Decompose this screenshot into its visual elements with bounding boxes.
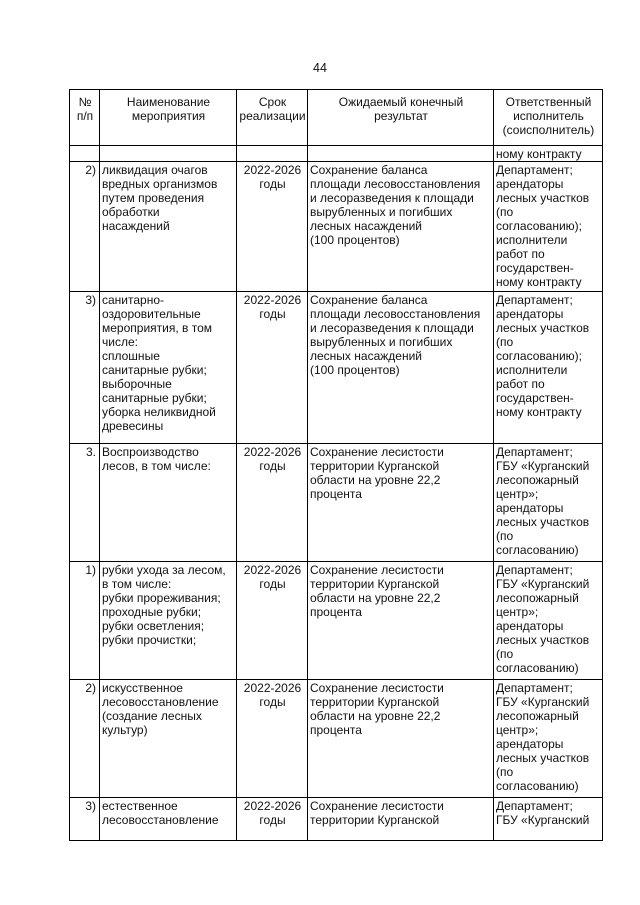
responsible-executor-line: ГБУ «Курганский bbox=[496, 695, 590, 709]
header-number bbox=[70, 90, 100, 146]
responsible-executor-line: центр»; bbox=[496, 487, 539, 501]
measure-name-line: искусственное bbox=[102, 681, 183, 695]
expected-result bbox=[308, 162, 494, 292]
responsible-executor-line: ному контракту bbox=[496, 275, 582, 289]
responsible-executor-line: ГБУ «Курганский bbox=[496, 577, 590, 591]
row-number: 2) bbox=[70, 680, 100, 798]
measure-name-line: обработки bbox=[102, 205, 160, 219]
measure-name-line: насаждений bbox=[102, 219, 170, 233]
responsible-executor-line: ГБУ «Курганский bbox=[496, 813, 590, 827]
implementation-period-line: 2022-2026 bbox=[243, 163, 302, 177]
responsible-executor-line: Департамент; bbox=[496, 799, 573, 813]
responsible-executor-line: ГБУ «Курганский bbox=[496, 459, 590, 473]
responsible-executor-line: арендаторы bbox=[496, 737, 564, 751]
implementation-period-line: годы bbox=[259, 695, 286, 709]
responsible-executor-line: (по bbox=[496, 529, 514, 543]
responsible-executor-line: Департамент; bbox=[496, 681, 573, 695]
expected-result bbox=[308, 798, 494, 841]
responsible-executor-line: согласованию) bbox=[496, 779, 579, 793]
expected-result bbox=[308, 292, 494, 444]
measure-name-line: в том числе: bbox=[102, 577, 172, 591]
responsible-executor-line: согласованию) bbox=[496, 543, 579, 557]
header-line: Наименование bbox=[126, 95, 211, 109]
measure-name-line: вредных организмов bbox=[102, 177, 218, 191]
expected-result-line: Сохранение лесистости bbox=[310, 563, 444, 577]
responsible-executor-line: ному контракту bbox=[496, 405, 582, 419]
header-line: Ожидаемый конечный bbox=[338, 95, 464, 109]
table-row bbox=[70, 146, 603, 162]
measure-name-line: путем проведения bbox=[102, 191, 205, 205]
expected-result-line: Сохранение баланса bbox=[310, 163, 428, 177]
responsible-executor-line: центр»; bbox=[496, 723, 539, 737]
responsible-executor-line: арендаторы bbox=[496, 619, 564, 633]
measure-name-line: мероприятия, в том bbox=[102, 321, 213, 335]
measure-name-line: естественное bbox=[102, 799, 178, 813]
measure-name-line: оздоровительные bbox=[102, 307, 201, 321]
expected-result-line: вырубленных и погибших bbox=[310, 335, 453, 349]
measure-name-line: рубки ухода за лесом, bbox=[102, 563, 226, 577]
measure-name bbox=[100, 680, 237, 798]
row-number: 3) bbox=[70, 798, 100, 841]
responsible-executor-line: работ по bbox=[496, 377, 545, 391]
responsible-executor-line: лесных участков bbox=[496, 751, 590, 765]
responsible-executor-line: (по bbox=[496, 765, 514, 779]
responsible-executor-line: государствен- bbox=[496, 391, 574, 405]
implementation-period-line: годы bbox=[259, 459, 286, 473]
expected-result-line: территории Курганской bbox=[310, 813, 440, 827]
header-line: реализации bbox=[239, 109, 306, 123]
measure-name-line: ликвидация очагов bbox=[102, 163, 208, 177]
responsible-executor-line: лесных участков bbox=[496, 321, 590, 335]
expected-result bbox=[308, 146, 494, 162]
measure-name-line: санитарные рубки; bbox=[102, 363, 207, 377]
header-responsible bbox=[494, 90, 603, 146]
measure-name-line: проходные рубки; bbox=[102, 605, 202, 619]
header-name bbox=[100, 90, 237, 146]
responsible-executor-line: (по bbox=[496, 205, 514, 219]
expected-result-line: Сохранение лесистости bbox=[310, 799, 444, 813]
implementation-period-line: годы bbox=[259, 813, 286, 827]
table-row bbox=[70, 292, 603, 444]
measure-name-line: санитарные рубки; bbox=[102, 391, 207, 405]
table-header-row bbox=[70, 90, 603, 146]
expected-result-line: площади лесовосстановления bbox=[310, 177, 481, 191]
table-row bbox=[70, 162, 603, 292]
responsible-executor-line: (по bbox=[496, 647, 514, 661]
responsible-executor bbox=[494, 444, 603, 562]
expected-result-line: и лесоразведения к площади bbox=[310, 191, 474, 205]
header-period bbox=[237, 90, 308, 146]
implementation-period bbox=[237, 562, 308, 680]
measure-name bbox=[100, 562, 237, 680]
measure-name-line: древесины bbox=[102, 419, 164, 433]
measure-name-line: рубки прореживания; bbox=[102, 591, 221, 605]
expected-result bbox=[308, 680, 494, 798]
implementation-period bbox=[237, 798, 308, 841]
expected-result-line: процента bbox=[310, 723, 362, 737]
expected-result-line: вырубленных и погибших bbox=[310, 205, 453, 219]
header-line: № bbox=[78, 95, 92, 109]
responsible-executor-line: арендаторы bbox=[496, 177, 564, 191]
expected-result-line: лесных насаждений bbox=[310, 349, 422, 363]
responsible-executor-line: лесопожарный bbox=[496, 591, 579, 605]
responsible-executor-line: ному контракту bbox=[496, 147, 582, 161]
implementation-period-line: 2022-2026 bbox=[243, 293, 302, 307]
measure-name-line: лесов, в том числе: bbox=[102, 459, 211, 473]
expected-result-line: территории Курганской bbox=[310, 459, 440, 473]
measure-name-line: числе: bbox=[102, 335, 138, 349]
implementation-period bbox=[237, 680, 308, 798]
responsible-executor-line: лесных участков bbox=[496, 191, 590, 205]
header-line: Ответственный bbox=[505, 95, 592, 109]
implementation-period bbox=[237, 292, 308, 444]
measure-name-line: лесовосстановление bbox=[102, 813, 219, 827]
measure-name bbox=[100, 162, 237, 292]
implementation-period bbox=[237, 162, 308, 292]
measure-name-line: санитарно- bbox=[102, 293, 165, 307]
expected-result-line: территории Курганской bbox=[310, 577, 440, 591]
expected-result-line: (100 процентов) bbox=[310, 233, 400, 247]
measure-name bbox=[100, 798, 237, 841]
expected-result-line: (100 процентов) bbox=[310, 363, 400, 377]
expected-result-line: области на уровне 22,2 bbox=[310, 591, 441, 605]
measure-name-line: (создание лесных bbox=[102, 709, 202, 723]
expected-result-line: и лесоразведения к площади bbox=[310, 321, 474, 335]
responsible-executor-line: Департамент; bbox=[496, 293, 573, 307]
expected-result-line: Сохранение баланса bbox=[310, 293, 428, 307]
expected-result-line: Сохранение лесистости bbox=[310, 681, 444, 695]
responsible-executor-line: исполнители bbox=[496, 233, 568, 247]
responsible-executor-line: арендаторы bbox=[496, 307, 564, 321]
responsible-executor-line: Департамент; bbox=[496, 163, 573, 177]
page-number: 44 bbox=[313, 61, 327, 75]
header-line: Срок bbox=[258, 95, 287, 109]
responsible-executor-line: лесопожарный bbox=[496, 709, 579, 723]
row-number: 3. bbox=[70, 444, 100, 562]
responsible-executor bbox=[494, 798, 603, 841]
measure-name-line: уборка неликвидной bbox=[102, 405, 216, 419]
responsible-executor bbox=[494, 562, 603, 680]
implementation-period-line: 2022-2026 bbox=[243, 799, 302, 813]
responsible-executor-line: согласованию) bbox=[496, 661, 579, 675]
measure-name-line: выборочные bbox=[102, 377, 172, 391]
responsible-executor bbox=[494, 146, 603, 162]
measure-name bbox=[100, 292, 237, 444]
expected-result bbox=[308, 444, 494, 562]
row-number: 2) bbox=[70, 162, 100, 292]
measure-name bbox=[100, 444, 237, 562]
expected-result-line: области на уровне 22,2 bbox=[310, 473, 441, 487]
responsible-executor-line: Департамент; bbox=[496, 563, 573, 577]
responsible-executor bbox=[494, 162, 603, 292]
expected-result-line: Сохранение лесистости bbox=[310, 445, 444, 459]
responsible-executor bbox=[494, 680, 603, 798]
responsible-executor-line: лесных участков bbox=[496, 515, 590, 529]
header-line: исполнитель bbox=[513, 109, 584, 123]
row-number: 3) bbox=[70, 292, 100, 444]
header-line: результат bbox=[374, 109, 428, 123]
measure-name-line: рубки прочистки; bbox=[102, 633, 197, 647]
responsible-executor-line: согласованию); bbox=[496, 219, 582, 233]
responsible-executor-line: согласованию); bbox=[496, 349, 582, 363]
implementation-period bbox=[237, 146, 308, 162]
measure-name-line: лесовосстановление bbox=[102, 695, 219, 709]
header-line: мероприятия bbox=[131, 109, 206, 123]
implementation-period-line: 2022-2026 bbox=[243, 563, 302, 577]
responsible-executor-line: лесных участков bbox=[496, 633, 590, 647]
expected-result-line: площади лесовосстановления bbox=[310, 307, 481, 321]
measures-table bbox=[69, 89, 603, 841]
implementation-period bbox=[237, 444, 308, 562]
header-line: (соисполнитель) bbox=[502, 123, 595, 137]
expected-result-line: процента bbox=[310, 605, 362, 619]
responsible-executor-line: исполнители bbox=[496, 363, 568, 377]
responsible-executor-line: Департамент; bbox=[496, 445, 573, 459]
expected-result bbox=[308, 562, 494, 680]
responsible-executor-line: (по bbox=[496, 335, 514, 349]
expected-result-line: процента bbox=[310, 487, 362, 501]
responsible-executor-line: работ по bbox=[496, 247, 545, 261]
row-number: 1) bbox=[70, 562, 100, 680]
measure-name-line: рубки осветления; bbox=[102, 619, 205, 633]
implementation-period-line: 2022-2026 bbox=[243, 681, 302, 695]
responsible-executor-line: государствен- bbox=[496, 261, 574, 275]
row-number bbox=[70, 146, 100, 162]
measure-name-line: культур) bbox=[102, 723, 148, 737]
responsible-executor-line: лесопожарный bbox=[496, 473, 579, 487]
header-result bbox=[308, 90, 494, 146]
header-line: п/п bbox=[76, 109, 94, 123]
measure-name-line: сплошные bbox=[102, 349, 160, 363]
table-row bbox=[70, 680, 603, 798]
implementation-period-line: годы bbox=[259, 307, 286, 321]
measure-name-line: Воспроизводство bbox=[102, 445, 199, 459]
responsible-executor bbox=[494, 292, 603, 444]
implementation-period-line: 2022-2026 bbox=[243, 445, 302, 459]
expected-result-line: территории Курганской bbox=[310, 695, 440, 709]
table-row bbox=[70, 798, 603, 841]
table-row bbox=[70, 562, 603, 680]
implementation-period-line: годы bbox=[259, 177, 286, 191]
table-row bbox=[70, 444, 603, 562]
measure-name bbox=[100, 146, 237, 162]
expected-result-line: лесных насаждений bbox=[310, 219, 422, 233]
expected-result-line: области на уровне 22,2 bbox=[310, 709, 441, 723]
responsible-executor-line: арендаторы bbox=[496, 501, 564, 515]
responsible-executor-line: центр»; bbox=[496, 605, 539, 619]
implementation-period-line: годы bbox=[259, 577, 286, 591]
